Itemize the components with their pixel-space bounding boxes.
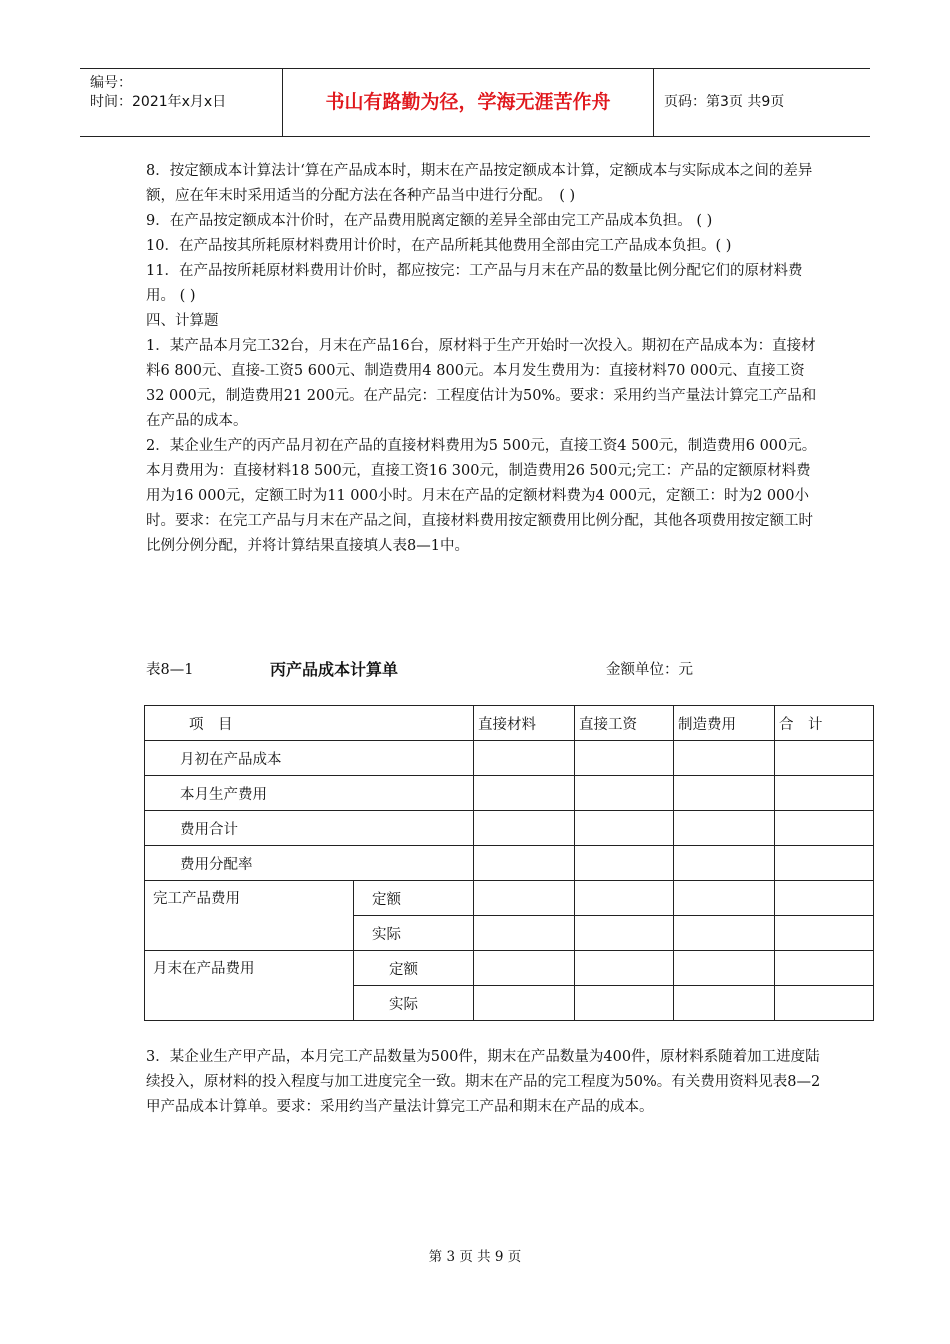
header-motto: 书山有路勤为径，学海无涯苦作舟 [283, 69, 654, 136]
table-cell[interactable] [775, 986, 874, 1021]
table-cell[interactable] [474, 951, 575, 986]
table-cell[interactable] [575, 916, 674, 951]
question-10: 10．在产品按其所耗原材料费用计价时，在产品所耗其他费用全部由完工产品成本负担。( ) [146, 238, 732, 254]
header-manufacturing-overhead: 制造费用 [674, 706, 775, 741]
header-direct-materials: 直接材料 [474, 706, 575, 741]
table-row [145, 741, 874, 776]
table-cell[interactable] [474, 846, 575, 881]
table-cell[interactable] [575, 951, 674, 986]
sub-label: 定额 [354, 951, 474, 986]
document-date-label: 时间：2021年x月x日 [90, 94, 227, 110]
table-cell[interactable] [775, 811, 874, 846]
table-cell[interactable] [575, 881, 674, 916]
table-cell[interactable] [474, 741, 575, 776]
table-cell[interactable] [575, 986, 674, 1021]
sub-label: 实际 [354, 916, 474, 951]
header-item: 项 目 [145, 706, 474, 741]
row-label: 费用合计 [145, 811, 474, 846]
table-cell[interactable] [674, 881, 775, 916]
header-page-number: 页码：第3页 共9页 [664, 94, 785, 110]
table-cell[interactable] [575, 846, 674, 881]
table-cell[interactable] [674, 741, 775, 776]
document-number-label: 编号： [90, 75, 132, 91]
true-false-questions [146, 159, 822, 559]
table-cell[interactable] [775, 951, 874, 986]
table-row [145, 776, 874, 811]
problem-1: 1．某产品本月完工32台，月末在产品16台，原材料于生产开始时一次投入。期初在产品成本为：直接材料6 800元、直接-工资5 600元、制造费用4 800元。本月发生费用为：直接材料70 000元、直接工资32 000元，制造费用21 200元。在产品完：工程度估计为50%。要求：采用约当产量法计算完工产品和在产品的成本。 [146, 338, 817, 429]
table-cell[interactable] [474, 986, 575, 1021]
table-cell[interactable] [575, 741, 674, 776]
table-row [145, 951, 874, 986]
table-cell[interactable] [674, 951, 775, 986]
table-row [145, 881, 874, 916]
table-header-row [145, 706, 874, 741]
row-label: 月初在产品成本 [145, 741, 474, 776]
table-cell[interactable] [775, 881, 874, 916]
cost-calculation-table [144, 705, 874, 1021]
group-label-finished: 完工产品费用 [145, 881, 354, 951]
page-footer: 第 3 页 共 9 页 [428, 1249, 522, 1265]
table-cell[interactable] [575, 776, 674, 811]
row-label: 本月生产费用 [145, 776, 474, 811]
sub-label: 定额 [354, 881, 474, 916]
table-cell[interactable] [674, 986, 775, 1021]
table-cell[interactable] [674, 811, 775, 846]
table-row [145, 846, 874, 881]
table-cell[interactable] [674, 776, 775, 811]
question-11: 11．在产品按所耗原材料费用计价时，都应按完：工产品与月末在产品的数量比例分配它们的原材料费用。 ( ) [146, 263, 803, 304]
table-cell[interactable] [775, 741, 874, 776]
table-cell[interactable] [474, 916, 575, 951]
page-header [80, 68, 870, 137]
header-info-cell [80, 69, 283, 136]
header-total: 合 计 [775, 706, 874, 741]
table-label: 表8—1 [146, 662, 194, 678]
sub-label: 实际 [354, 986, 474, 1021]
table-cell[interactable] [674, 916, 775, 951]
table-cell[interactable] [775, 776, 874, 811]
table-cell[interactable] [775, 846, 874, 881]
question-9: 9．在产品按定额成本汁价时，在产品费用脱离定额的差异全部由完工产品成本负担。 ( ) [146, 213, 713, 229]
table-cell[interactable] [775, 916, 874, 951]
group-label-wip: 月末在产品费用 [145, 951, 354, 1021]
table-cell[interactable] [474, 811, 575, 846]
header-direct-wages: 直接工资 [575, 706, 674, 741]
table-cell[interactable] [575, 811, 674, 846]
problem-3-block [146, 1045, 822, 1120]
table-cell[interactable] [474, 776, 575, 811]
problem-2: 2．某企业生产的丙产品月初在产品的直接材料费用为5 500元，直接工资4 500元，制造费用6 000元。本月费用为：直接材料18 500元，直接工资16 300元，制造费用26 500元;完工：产品的定额原材料费用为16 000元，定额工时为11 000小时。月末在产品的定额材料费为4 000元，定额工：时为2 000小时。要求：在完工产品与月末在产品之间，直接材料费用按定额费用比例分配，其他各项费用按定额工时比例分例分配，并将计算结果直接填人表8—1中。 [146, 438, 817, 554]
table-cell[interactable] [674, 846, 775, 881]
table-cell[interactable] [474, 881, 575, 916]
section-title: 四、计算题 [146, 313, 219, 329]
table-row [145, 811, 874, 846]
table-unit: 金额单位：元 [606, 662, 693, 678]
problem-3: 3．某企业生产甲产品，本月完工产品数量为500件，期末在产品数量为400件，原材料系随着加工进度陆续投入，原材料的投入程度与加工进度完全一致。期末在产品的完工程度为50%。有关费用资料见表8—2甲产品成本计算单。要求：采用约当产量法计算完工产品和期末在产品的成本。 [146, 1049, 821, 1115]
question-8: 8．按定额成本计算法计‘算在产品成本时，期末在产品按定额成本计算，定额成本与实际成本之间的差异额，应在年末时采用适当的分配方法在各种产品当中进行分配。 ( ) [146, 163, 813, 204]
table-title: 丙产品成本计算单 [270, 660, 399, 679]
row-label: 费用分配率 [145, 846, 474, 881]
